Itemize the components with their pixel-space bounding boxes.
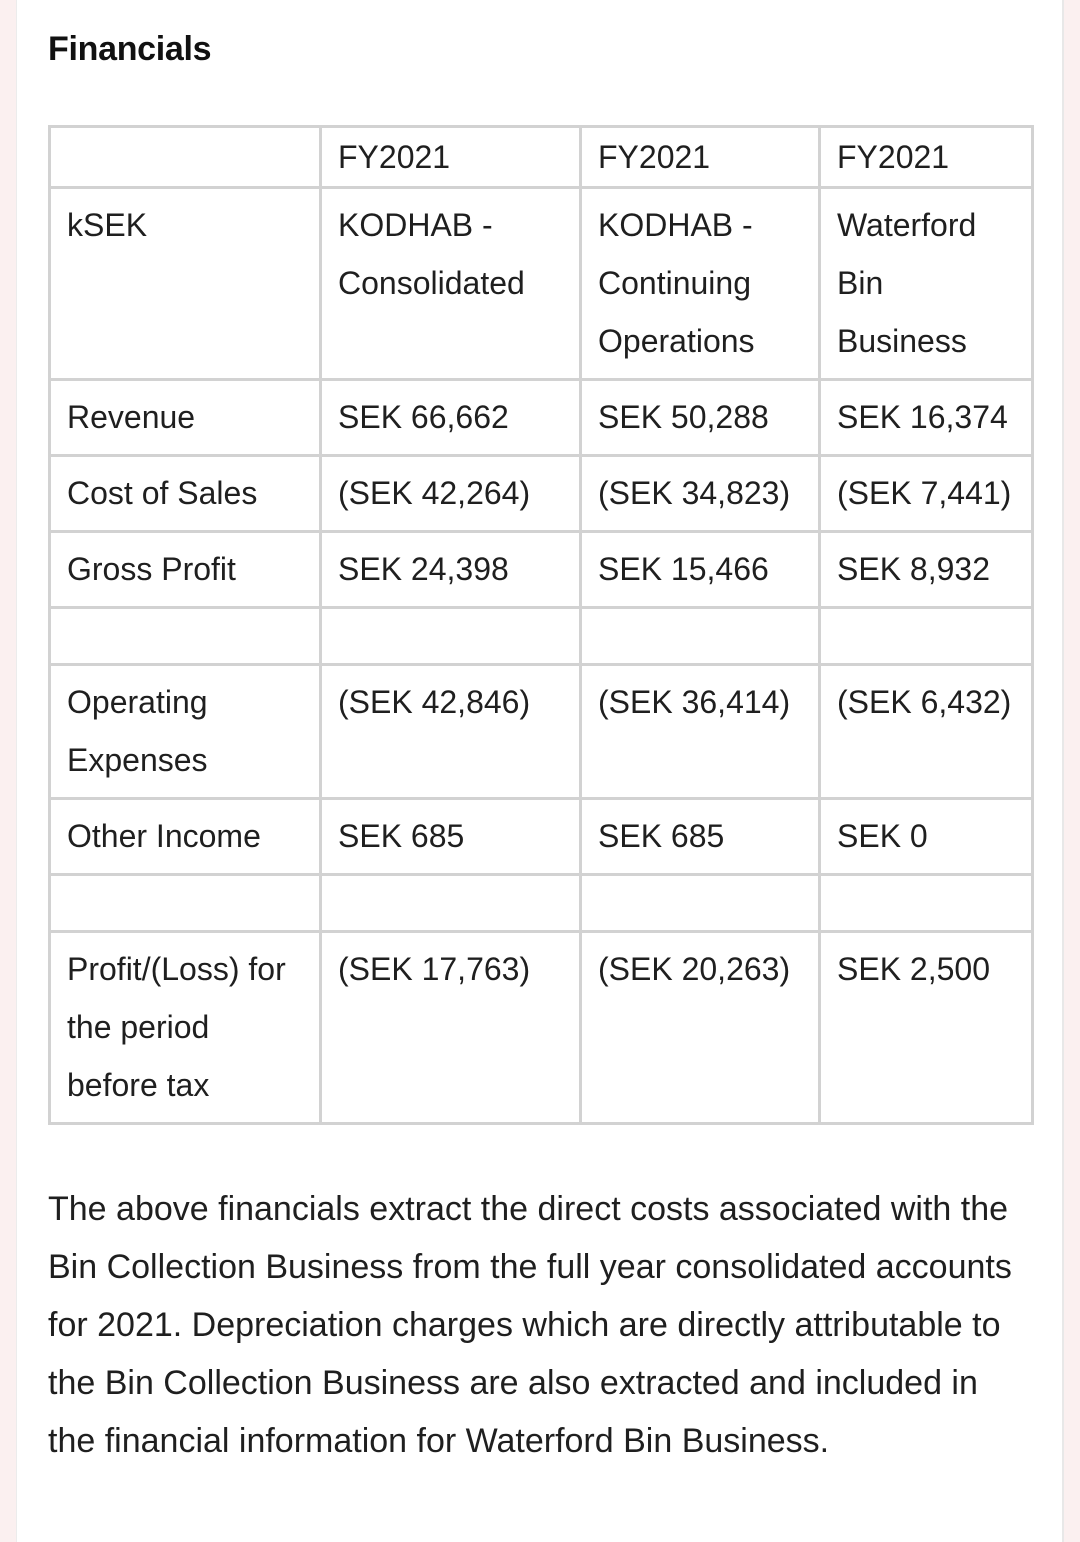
page-right-scrollbar: [1062, 0, 1080, 1542]
financials-note-paragraph: The above financials extract the direct costs associated with the Bin Collection Business from the full year consolidated accounts for 2021. Depreciation charges which are directly attributable to the Bin Collection Business are also extracted and included in the financial information for Waterford Bin Business.: [48, 1190, 1012, 1460]
table-cell: FY2021: [581, 127, 820, 188]
table-cell: (SEK 17,763): [321, 932, 581, 1124]
table-cell: FY2021: [820, 127, 1033, 188]
table-cell: (SEK 42,846): [321, 665, 581, 799]
table-header-row: [50, 127, 1033, 188]
table-cell: kSEK: [50, 188, 321, 380]
table-cell: Gross Profit: [50, 532, 321, 608]
table-row: [50, 932, 1033, 1124]
table-cell: KODHAB - Continuing Operations: [581, 188, 820, 380]
table-cell: Waterford Bin Business: [820, 188, 1033, 380]
table-cell: (SEK 36,414): [581, 665, 820, 799]
table-row: [50, 665, 1033, 799]
table-row: [50, 188, 1033, 380]
table-cell: [50, 608, 321, 665]
table-cell: [50, 875, 321, 932]
table-row: [50, 799, 1033, 875]
table-cell: [581, 608, 820, 665]
table-cell: (SEK 6,432): [820, 665, 1033, 799]
table-cell: (SEK 42,264): [321, 456, 581, 532]
table-cell: [321, 608, 581, 665]
table-cell: SEK 66,662: [321, 380, 581, 456]
table-cell: KODHAB - Consolidated: [321, 188, 581, 380]
table-cell: Cost of Sales: [50, 456, 321, 532]
table-cell: SEK 15,466: [581, 532, 820, 608]
table-cell: Profit/(Loss) for the period before tax: [50, 932, 321, 1124]
table-cell: SEK 50,288: [581, 380, 820, 456]
table-cell: Revenue: [50, 380, 321, 456]
table-row: [50, 380, 1033, 456]
table-row-empty: [50, 875, 1033, 932]
table-cell: [820, 875, 1033, 932]
table-cell: SEK 0: [820, 799, 1033, 875]
table-cell: FY2021: [321, 127, 581, 188]
table-cell: SEK 685: [321, 799, 581, 875]
table-cell: SEK 16,374: [820, 380, 1033, 456]
table-cell: Other Income: [50, 799, 321, 875]
table-cell: SEK 8,932: [820, 532, 1033, 608]
table-cell: [50, 127, 321, 188]
table-cell: [321, 875, 581, 932]
page-left-margin: [0, 0, 17, 1542]
table-row-empty: [50, 608, 1033, 665]
table-row: [50, 532, 1033, 608]
table-row: [50, 456, 1033, 532]
table-cell: (SEK 7,441): [820, 456, 1033, 532]
table-cell: Operating Expenses: [50, 665, 321, 799]
table-cell: (SEK 20,263): [581, 932, 820, 1124]
section-title: Financials: [48, 30, 212, 68]
financials-table: [48, 125, 1034, 1125]
table-cell: SEK 2,500: [820, 932, 1033, 1124]
table-cell: [820, 608, 1033, 665]
table-cell: [581, 875, 820, 932]
table-cell: (SEK 34,823): [581, 456, 820, 532]
table-cell: SEK 685: [581, 799, 820, 875]
table-cell: SEK 24,398: [321, 532, 581, 608]
